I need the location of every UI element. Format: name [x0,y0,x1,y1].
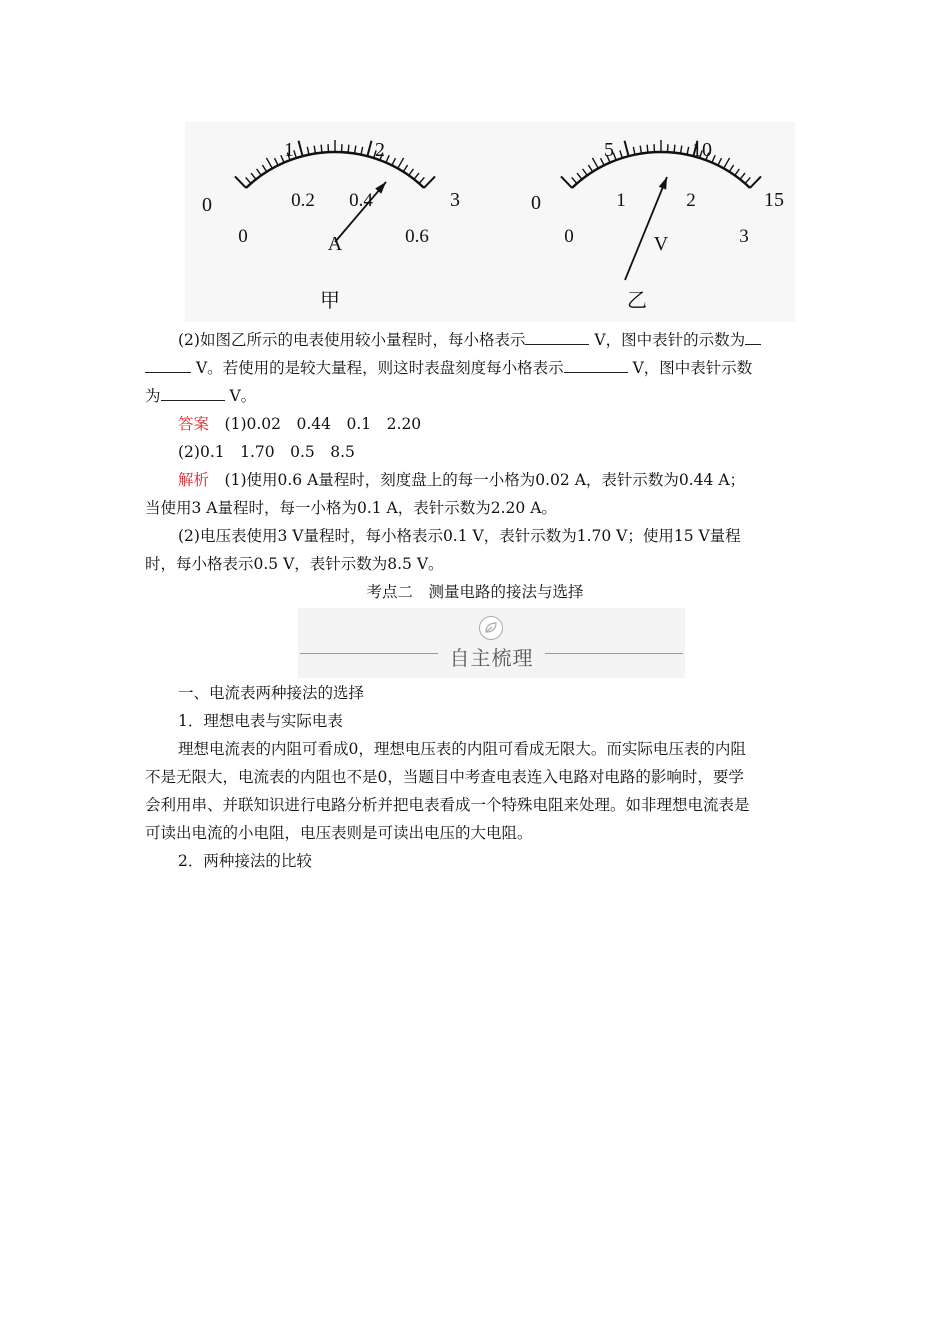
dial-tick [572,177,577,183]
dial-tick [750,176,761,188]
section-banner [298,608,685,678]
dial-upper-label: 15 [764,189,784,211]
answer-line-1: 答案 (1)0.02 0.44 0.1 2.20 [178,415,422,433]
dial-tick [712,155,715,162]
dial-tick [583,169,588,176]
dial-arc [572,152,750,188]
dial-tick [620,150,622,158]
dial-tick [266,158,272,168]
dial-tick [588,165,592,172]
unit-label: A [327,233,343,255]
analysis-line-3: (2)电压表使用3 V量程时，每小格表示0.1 V，表针示数为1.70 V；使用15 V量程 [178,527,741,545]
dial-tick [392,158,396,165]
section-heading: 考点二 测量电路的接法与选择 [366,583,584,601]
dial-tick [361,147,363,155]
meter-diagrams [185,122,795,322]
dial-tick [355,146,356,154]
dial-upper-label: 5 [604,139,614,161]
dial-tick [246,177,251,183]
dial-tick [367,141,371,156]
dial-lower-label: 1 [616,190,626,211]
dial-tick [294,150,296,158]
dial-tick [314,146,315,154]
dial-lower-label: 0 [564,226,574,247]
body-heading-3: 2．两种接法的比较 [178,852,312,870]
dial-tick [257,169,262,176]
dial-tick [647,145,648,153]
dial-upper-label: 3 [450,189,460,211]
dial-lower-label: 0.2 [291,190,315,211]
dial-lower-label: 0.4 [349,190,373,211]
dial-tick [745,177,750,183]
dial-tick [424,176,435,188]
dial-tick [275,158,279,165]
dial-lower-label: 0 [238,226,248,247]
dial-tick [681,146,682,154]
answer-blank[interactable] [161,386,225,401]
dial-tick [633,147,635,155]
dial-tick [718,158,722,165]
dial-tick [348,145,349,153]
dial-lower-label: 0.6 [405,226,429,247]
dial-tick [414,173,419,179]
dial-tick [419,177,424,183]
dial-tick [592,158,598,168]
dial-lower-label: 3 [739,226,749,247]
q2-line-2: V。若使用的是较大量程，则这时表盘刻度每小格表示 V，图中表针示数 [145,358,752,378]
answer-blank[interactable] [564,358,628,373]
dial-tick [386,155,389,162]
dial-tick [235,176,246,188]
dial-tick [735,169,740,176]
dial-tick [729,165,733,172]
dial-tick [561,176,572,188]
body-paragraph-line-3: 会利用串、并联知识进行电路分析并把电表看成一个特殊电阻来处理。如非理想电流表是 [145,796,750,814]
dial-lower-label: 2 [686,190,696,211]
dial-tick [262,165,266,172]
unit-label: V [653,233,669,255]
dial-tick [640,146,641,154]
body-paragraph-line-4: 可读出电流的小电阻，电压表则是可读出电压的大电阻。 [145,824,533,842]
needle-head [659,177,667,190]
dial-tick [409,169,414,176]
dial-tick [321,145,322,153]
q2-line-1: (2)如图乙所示的电表使用较小量程时，每小格表示 V，图中表针的示数为 [178,330,761,350]
analysis-label: 解析 [178,471,210,489]
analysis-line-4: 时，每小格表示0.5 V，表针示数为8.5 V。 [145,555,444,573]
body-heading-1: 一、电流表两种接法的选择 [178,684,365,702]
answer-blank[interactable] [745,330,761,345]
dial-upper-label: 2 [375,139,385,161]
analysis-line-2: 当使用3 A量程时，每一小格为0.1 A，表针示数为2.20 A。 [145,499,557,517]
dial-tick [740,173,745,179]
dial-upper-label: 10 [692,139,712,161]
figure-caption: 甲 [320,290,340,312]
analysis-line-1: 解析 (1)使用0.6 A量程时，刻度盘上的每一小格为0.02 A，表针示数为0.44 A； [178,471,746,489]
banner-title: 自主梳理 [449,646,534,670]
voltmeter-dial [531,139,784,312]
dial-tick [251,173,256,179]
banner-rule-right [545,653,683,654]
body-paragraph-line-2: 不是无限大，电流表的内阻也不是0，当题目中考查电表连入电路对电路的影响时，要学 [145,768,744,786]
dial-tick [577,173,582,179]
dial-upper-label: 0 [202,194,212,216]
dial-arc [246,152,424,188]
dial-tick [724,158,730,168]
ammeter-dial [202,139,460,312]
leaf-icon [479,616,503,640]
dial-upper-label: 0 [531,192,541,214]
dial-tick [398,158,404,168]
meter-figure [185,122,795,322]
dial-tick [625,141,629,156]
answer-blank[interactable] [145,358,191,373]
body-heading-2: 1．理想电表与实际电表 [178,712,343,730]
answer-line-2: (2)0.1 1.70 0.5 8.5 [178,443,355,461]
dial-tick [299,141,303,156]
answer-blank[interactable] [525,330,589,345]
dial-upper-label: 1 [284,139,294,161]
figure-caption: 乙 [627,290,647,312]
dial-tick [307,147,309,155]
body-paragraph-line-1: 理想电流表的内阻可看成0，理想电压表的内阻可看成无限大。而实际电压表的内阻 [178,740,746,758]
needle [625,177,667,280]
answer-label: 答案 [178,415,210,433]
dial-tick [674,145,675,153]
dial-tick [403,165,407,172]
q2-line-3: 为 V。 [145,387,257,405]
dial-tick [687,147,689,155]
